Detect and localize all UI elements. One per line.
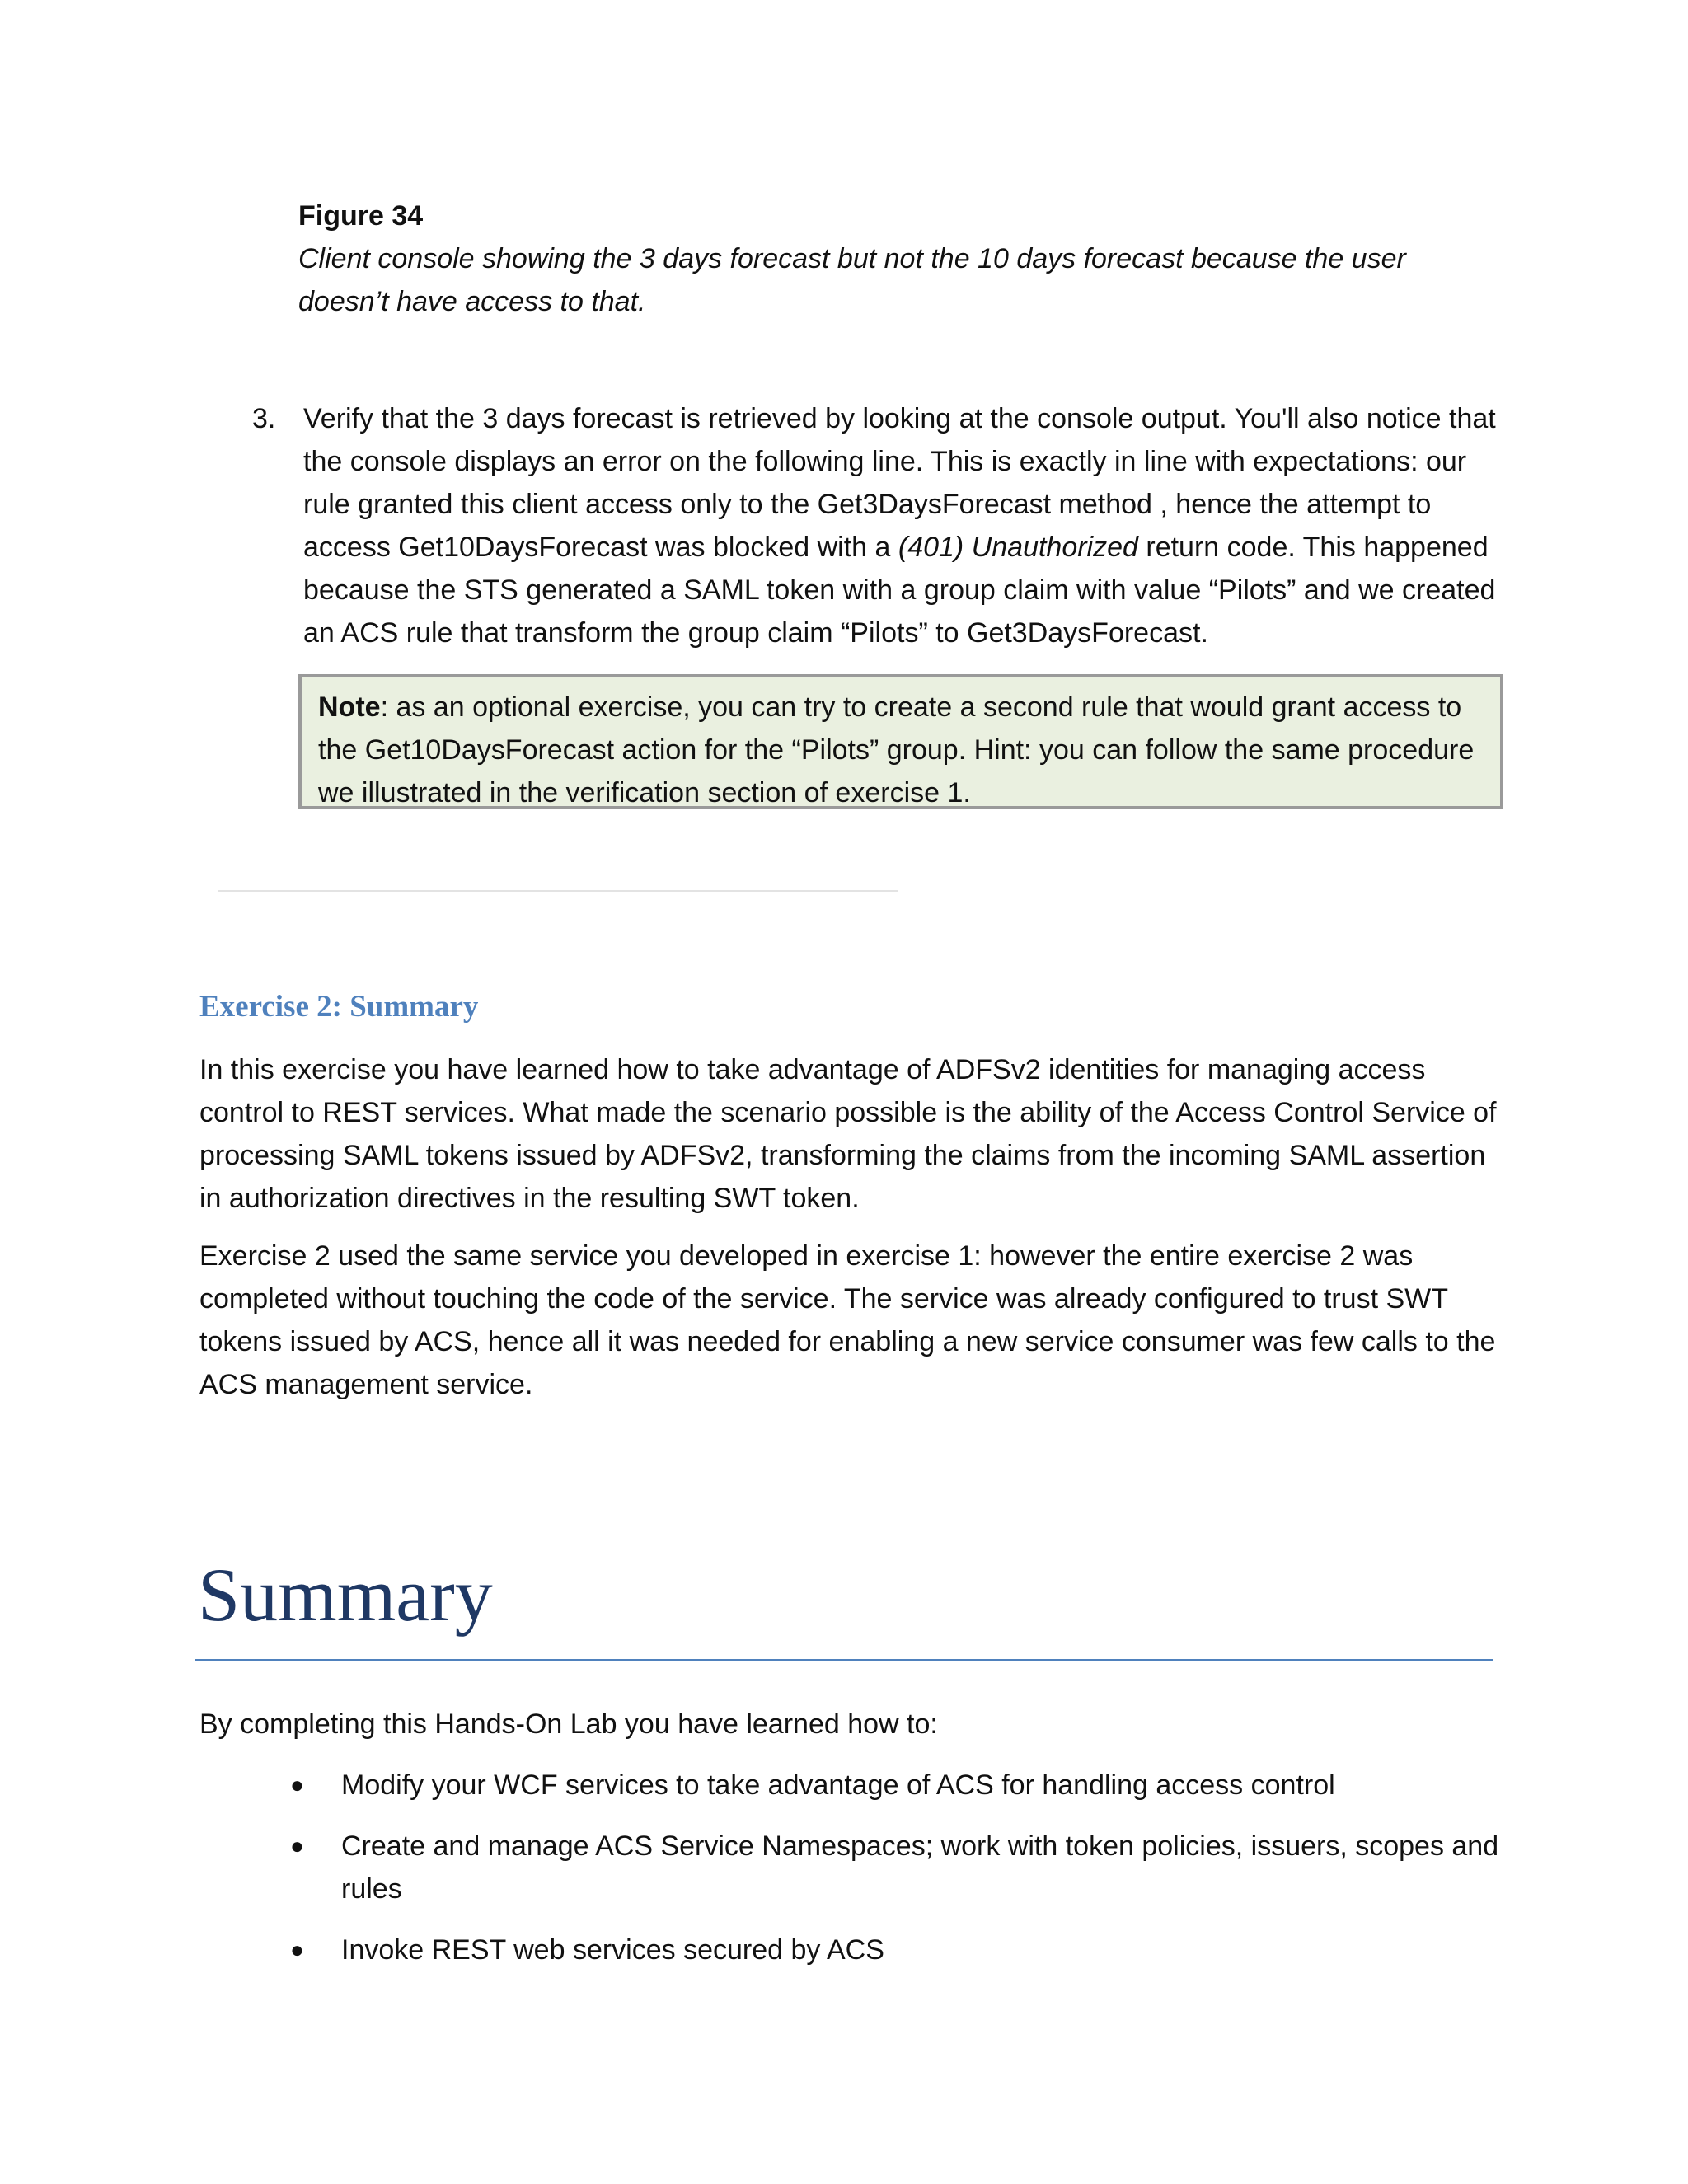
summary-intro: By completing this Hands-On Lab you have learned how to: [199,1708,938,1740]
note-label: Note [318,691,381,723]
summary-title-underline [195,1659,1493,1661]
bullet-icon: ● [290,1937,304,1962]
step-text-part1: Verify that the 3 days forecast is retrieved by looking at the console output. You'll also notice that the console displays an error on the following line. This is exactly in line with expectations: our rule granted this client access only to the Get3DaysForecast method , hence the attempt to access Get10DaysForecast was blocked with a [303,403,1496,563]
bullet-icon: ● [290,1833,304,1858]
step-number: 3. [252,403,276,434]
summary-bullet-item [290,1929,1502,1971]
summary-bullet-item [290,1764,1502,1807]
step-text [303,397,1515,654]
section-separator [218,890,898,892]
summary-title: Summary [198,1553,493,1637]
bullet-icon: ● [290,1772,304,1797]
summary-bullet-text: Modify your WCF services to take advantage of ACS for handling access control [341,1769,1335,1801]
summary-bullet-text: Create and manage ACS Service Namespaces; work with token policies, issuers, scopes and rules [341,1830,1499,1905]
note-box [298,674,1503,809]
step-text-italic: (401) Unauthorized [898,532,1138,563]
exercise-summary-paragraph-2: Exercise 2 used the same service you developed in exercise 1: however the entire exercise 2 was completed without touching the code of the service. The service was already configured to trust SWT tokens issued by ACS, hence all it was needed for enabling a new service consumer was few calls to the ACS management service. [199,1240,1496,1400]
step-text-part2: return code. This happened because the STS generated a SAML token with a group claim with value “Pilots” and we created an ACS rule that transform the group claim “Pilots” to Get3DaysForecast. [303,532,1496,649]
figure-caption: Client console showing the 3 days forecast but not the 10 days forecast because the user doesn’t have access to that. [298,243,1406,317]
note-text: : as an optional exercise, you can try to create a second rule that would grant access to the Get10DaysForecast action for the “Pilots” group. Hint: you can follow the same procedure we illustrated in the verification section of exercise 1. [318,691,1475,808]
summary-bullet-item [290,1825,1502,1910]
summary-bullet-text: Invoke REST web services secured by ACS [341,1934,884,1966]
summary-bullet-list [290,1764,1502,1990]
figure-label: Figure 34 [298,200,424,232]
exercise-summary-heading: Exercise 2: Summary [199,990,479,1024]
exercise-summary-paragraph-1: In this exercise you have learned how to take advantage of ADFSv2 identities for managing access control to REST services. What made the scenario possible is the ability of the Access Control Service of processing SAML tokens issued by ADFSv2, transforming the claims from the incoming SAML assertion in authorization directives in the resulting SWT token. [199,1054,1497,1214]
